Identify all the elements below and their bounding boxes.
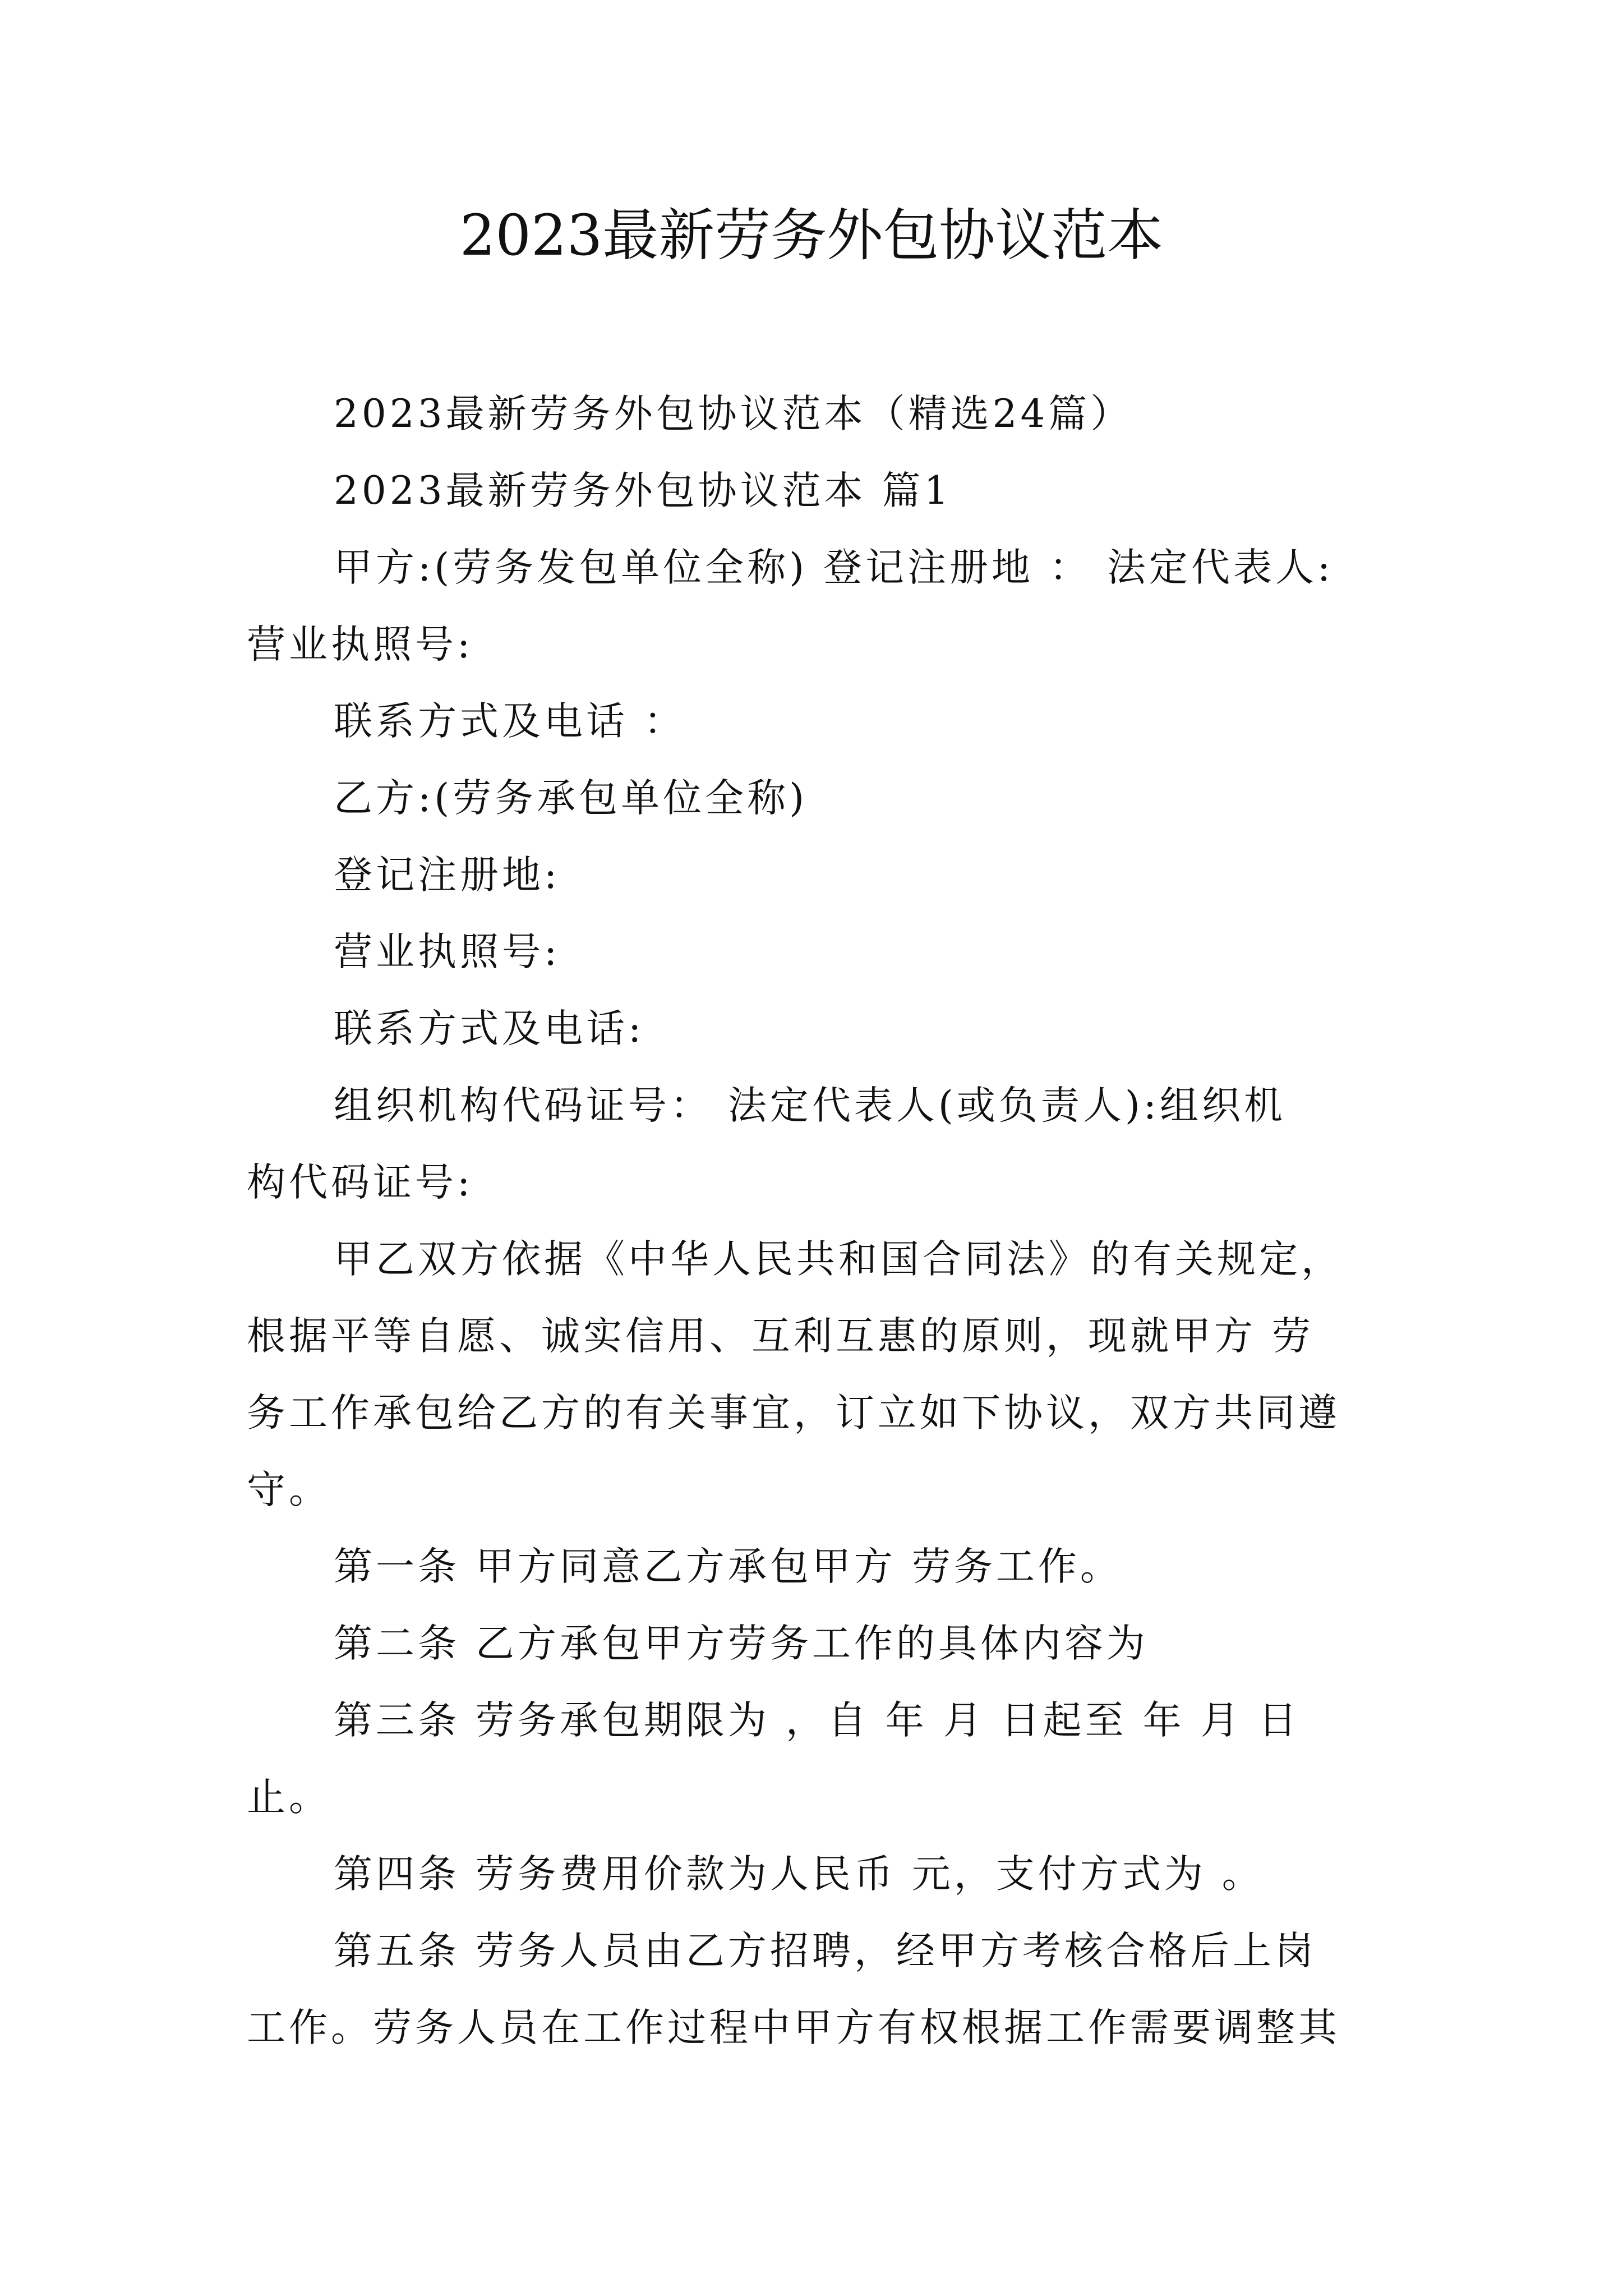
subtitle-line: 2023最新劳务外包协议范本（精选24篇） [334, 392, 1133, 436]
article-line: 第三条 劳务承包期限为 ，自 年 月 日起至 年 月 日 [334, 1698, 1301, 1743]
article-line: 第五条 劳务人员由乙方招聘，经甲方考核合格后上岗 [334, 1929, 1317, 1973]
article-line: 第四条 劳务费用价款为人民币 元，支付方式为 。 [334, 1852, 1264, 1897]
paragraph-line: 登记注册地: [334, 853, 561, 898]
paragraph-line: 联系方式及电话 ： [334, 699, 686, 744]
paragraph-line: 止。 [247, 1775, 331, 1820]
paragraph-line: 乙方:(劳务承包单位全称) [334, 776, 808, 821]
section-heading: 2023最新劳务外包协议范本 篇1 [334, 468, 952, 513]
paragraph-line: 务工作承包给乙方的有关事宜，订立如下协议，双方共同遵 [247, 1391, 1340, 1435]
paragraph-line: 守。 [247, 1467, 331, 1512]
paragraph-line: 甲方:(劳务发包单位全称) 登记注册地 ： 法定代表人: [334, 545, 1334, 590]
paragraph-line: 工作。劳务人员在工作过程中甲方有权根据工作需要调整其 [247, 2005, 1340, 2050]
paragraph-line: 组织机构代码证号： 法定代表人(或负责人):组织机 [334, 1083, 1287, 1128]
paragraph-line: 营业执照号: [247, 622, 474, 667]
paragraph-line: 营业执照号: [334, 930, 561, 974]
paragraph-line: 甲乙双方依据《中华人民共和国合同法》的有关规定， [334, 1237, 1343, 1282]
paragraph-line: 构代码证号: [247, 1160, 474, 1205]
paragraph-line: 根据平等自愿、诚实信用、互利互惠的原则，现就甲方 劳 [247, 1314, 1314, 1359]
article-line: 第二条 乙方承包甲方劳务工作的具体内容为 [334, 1621, 1149, 1666]
paragraph-line: 联系方式及电话: [334, 1006, 645, 1051]
document-title: 2023最新劳务外包协议范本 [459, 203, 1164, 268]
article-line: 第一条 甲方同意乙方承包甲方 劳务工作。 [334, 1544, 1122, 1589]
